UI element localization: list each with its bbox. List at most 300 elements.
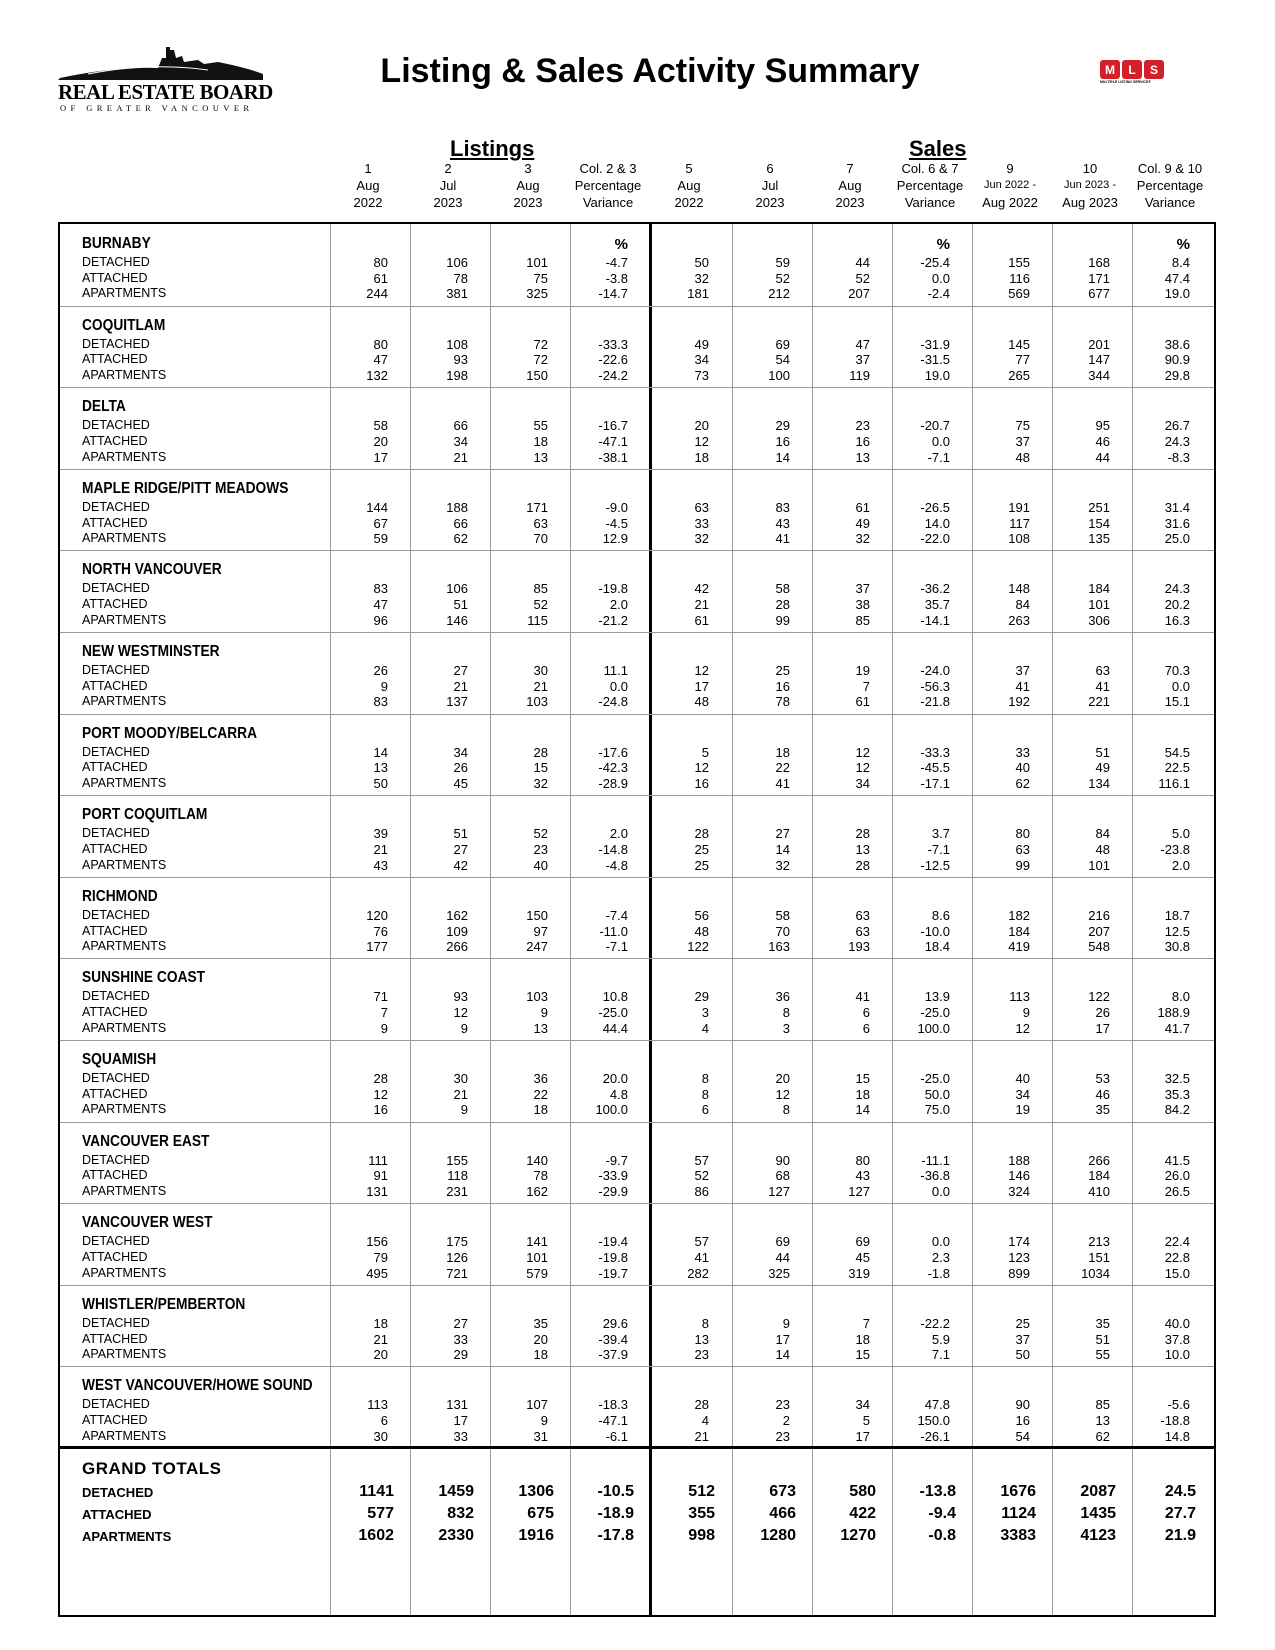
percent-header: %	[614, 236, 628, 253]
logo-text: REAL ESTATE BOARD	[58, 80, 273, 104]
table-cell: 28	[533, 744, 548, 760]
table-cell: 44	[775, 1249, 790, 1265]
table-cell: 13	[373, 760, 388, 776]
table-cell: 72	[533, 352, 548, 368]
table-cell: 34	[453, 744, 468, 760]
row-separator	[60, 632, 1214, 633]
table-cell: 12.9	[602, 531, 628, 547]
table-cell: 263	[1008, 612, 1030, 628]
table-cell: 59	[775, 255, 790, 270]
table-cell: 721	[446, 1265, 468, 1281]
row-label: ATTACHED	[82, 923, 148, 938]
table-cell: 45	[453, 776, 468, 791]
table-cell: 62	[1015, 776, 1030, 791]
row-label: DETACHED	[82, 1234, 150, 1249]
table-cell: 177	[366, 939, 388, 955]
table-cell: 80	[855, 1152, 870, 1168]
table-cell: 96	[373, 612, 388, 628]
table-cell: -39.4	[598, 1331, 628, 1347]
table-cell: 75.0	[924, 1102, 950, 1118]
table-cell: 2.3	[931, 1249, 950, 1265]
table-cell: 51	[1095, 1331, 1110, 1347]
region-name: WHISTLER/PEMBERTON	[82, 1295, 246, 1313]
grand-total-cell: 1280	[760, 1527, 796, 1544]
column-header-line: 2023	[433, 195, 463, 210]
table-cell: 52	[694, 1168, 709, 1184]
table-cell: 266	[1088, 1152, 1110, 1168]
table-cell: 78	[453, 270, 468, 286]
table-cell: 266	[446, 939, 468, 955]
table-cell: 43	[775, 515, 790, 531]
table-cell: 113	[367, 1397, 388, 1413]
table-cell: 23	[855, 418, 870, 434]
table-cell: 135	[1088, 531, 1110, 547]
table-cell: 80	[373, 336, 388, 352]
table-cell: 16	[1015, 1413, 1030, 1429]
table-cell: 86	[694, 1184, 709, 1199]
table-cell: 123	[1008, 1249, 1030, 1265]
table-cell: 9	[540, 1005, 548, 1021]
table-cell: 41	[694, 1249, 709, 1265]
column-header	[730, 160, 810, 211]
table-cell: -37.9	[598, 1347, 628, 1363]
table-cell: 41.7	[1164, 1020, 1190, 1036]
table-cell: 20.0	[602, 1071, 628, 1086]
row-separator	[60, 1122, 1214, 1123]
table-cell: 146	[446, 612, 468, 628]
table-cell: 140	[526, 1152, 548, 1168]
table-cell: 41.5	[1164, 1152, 1190, 1168]
table-cell: 84	[1015, 597, 1030, 613]
row-separator	[60, 1040, 1214, 1041]
table-cell: -56.3	[920, 678, 950, 694]
region-name: COQUITLAM	[82, 316, 166, 334]
table-cell: 14	[775, 841, 790, 857]
table-cell: -33.9	[598, 1168, 628, 1184]
table-cell: -26.1	[920, 1428, 950, 1444]
table-cell: 18	[855, 1331, 870, 1347]
column-header-line: 3	[524, 161, 532, 176]
row-label: ATTACHED	[82, 433, 148, 448]
row-separator	[60, 306, 1214, 307]
table-cell: 35	[533, 1315, 548, 1331]
table-cell: 26	[373, 663, 388, 678]
table-cell: 29	[453, 1347, 468, 1363]
table-cell: 30	[453, 1071, 468, 1086]
table-cell: 44	[855, 255, 870, 270]
table-cell: 55	[1095, 1347, 1110, 1363]
table-cell: 51	[1095, 744, 1110, 760]
table-cell: 67	[373, 515, 388, 531]
table-cell: -33.3	[920, 744, 950, 760]
table-cell: 19	[855, 663, 870, 678]
table-cell: 54.5	[1164, 744, 1190, 760]
table-cell: 147	[1088, 352, 1110, 368]
table-cell: 21	[533, 678, 548, 694]
table-cell: -29.9	[598, 1184, 628, 1199]
row-label: DETACHED	[82, 581, 150, 596]
table-cell: -25.0	[920, 1005, 950, 1021]
region-name: NORTH VANCOUVER	[82, 561, 222, 579]
table-cell: 61	[855, 499, 870, 515]
row-label: DETACHED	[82, 989, 150, 1004]
table-cell: 99	[1015, 857, 1030, 873]
table-cell: -26.5	[920, 499, 950, 515]
table-cell: 184	[1088, 581, 1110, 597]
table-cell: 18.4	[924, 939, 950, 955]
table-cell: 13	[855, 841, 870, 857]
row-label: ATTACHED	[82, 1249, 148, 1264]
table-cell: 15	[855, 1071, 870, 1086]
table-cell: 18	[855, 1086, 870, 1102]
row-label: DETACHED	[82, 663, 150, 677]
table-cell: -24.2	[598, 368, 628, 383]
table-cell: 80	[1015, 826, 1030, 842]
table-cell: 495	[366, 1265, 388, 1281]
table-cell: 18.7	[1164, 907, 1190, 923]
logo-subtext: OF GREATER VANCOUVER	[60, 103, 254, 113]
table-cell: 8	[782, 1005, 790, 1021]
table-cell: 325	[526, 286, 548, 302]
mls-letter-l: L	[1122, 60, 1142, 79]
table-cell: 171	[1088, 270, 1110, 286]
table-cell: 8	[701, 1315, 709, 1331]
column-header-line: Jul	[439, 178, 457, 193]
table-cell: 21	[373, 841, 388, 857]
table-cell: 137	[446, 694, 468, 710]
table-cell: 13	[1095, 1413, 1110, 1429]
table-cell: 16	[775, 678, 790, 694]
table-cell: 34	[855, 776, 870, 791]
table-cell: 40	[1015, 1071, 1030, 1086]
table-cell: -8.3	[1167, 449, 1190, 465]
table-cell: 100	[768, 368, 790, 383]
row-label: APARTMENTS	[82, 1428, 167, 1443]
row-label: ATTACHED	[82, 678, 148, 693]
table-cell: 47	[373, 352, 388, 368]
table-cell: 33	[453, 1428, 468, 1444]
row-label: APARTMENTS	[82, 776, 167, 790]
table-cell: 28	[775, 597, 790, 613]
region-name: VANCOUVER EAST	[82, 1132, 210, 1150]
table-cell: 70.3	[1164, 663, 1190, 678]
table-cell: 42	[694, 581, 709, 597]
table-cell: -25.4	[920, 255, 950, 270]
column-header-line: Aug	[838, 178, 862, 193]
percent-header: %	[936, 236, 950, 253]
table-cell: 28	[694, 826, 709, 842]
table-cell: 127	[848, 1184, 870, 1199]
table-cell: 12	[373, 1086, 388, 1102]
table-cell: 155	[1008, 255, 1030, 270]
column-header-line: Jun 2023 -	[1064, 179, 1116, 191]
table-cell: 77	[1015, 352, 1030, 368]
table-cell: 80	[373, 255, 388, 270]
table-cell: 15	[533, 760, 548, 776]
table-cell: 5.9	[931, 1331, 950, 1347]
table-cell: 61	[694, 612, 709, 628]
table-cell: 7	[862, 1315, 870, 1331]
table-cell: 150.0	[917, 1413, 950, 1429]
table-cell: 34	[1015, 1086, 1030, 1102]
table-cell: -36.8	[920, 1168, 950, 1184]
table-cell: 31	[533, 1428, 548, 1444]
table-cell: 6	[862, 1020, 870, 1036]
table-cell: -33.3	[598, 336, 628, 352]
table-cell: 84	[1095, 826, 1110, 842]
table-cell: 306	[1088, 612, 1110, 628]
table-cell: 43	[373, 857, 388, 873]
grand-total-cell: -17.8	[597, 1527, 634, 1544]
row-label: APARTMENTS	[82, 531, 167, 546]
table-cell: 282	[687, 1265, 709, 1281]
table-cell: -25.0	[598, 1005, 628, 1021]
table-cell: 677	[1088, 286, 1110, 302]
table-cell: 12	[694, 663, 709, 678]
table-cell: 41	[1095, 678, 1110, 694]
grand-total-cell: 1306	[518, 1483, 554, 1500]
table-cell: -23.8	[1160, 841, 1190, 857]
table-cell: 32	[694, 270, 709, 286]
table-cell: 69	[775, 336, 790, 352]
activity-table	[58, 222, 1216, 1617]
table-cell: 182	[1008, 907, 1030, 923]
table-cell: -4.8	[605, 857, 628, 873]
table-cell: 52	[855, 270, 870, 286]
table-cell: 265	[1008, 368, 1030, 383]
column-header-line: 1	[364, 161, 372, 176]
region-name: WEST VANCOUVER/HOWE SOUND	[82, 1377, 313, 1395]
table-cell: 90.9	[1164, 352, 1190, 368]
region-name: VANCOUVER WEST	[82, 1214, 213, 1232]
table-cell: 83	[775, 499, 790, 515]
table-cell: 20	[775, 1071, 790, 1086]
mls-caption: MULTIPLE LISTING SERVICE®	[1100, 80, 1151, 84]
grand-total-cell: 1124	[1001, 1505, 1036, 1522]
table-cell: 115	[527, 612, 548, 628]
table-cell: 6	[701, 1102, 709, 1118]
table-cell: 8	[782, 1102, 790, 1118]
table-cell: 122	[1088, 989, 1110, 1005]
table-cell: 63	[855, 907, 870, 923]
table-cell: 93	[453, 352, 468, 368]
grand-total-cell: 675	[527, 1505, 554, 1522]
table-cell: 111	[368, 1152, 388, 1168]
table-cell: 19.0	[924, 368, 950, 383]
table-cell: 9	[460, 1102, 468, 1118]
table-cell: 5	[862, 1413, 870, 1429]
table-cell: -11.0	[599, 923, 628, 939]
row-label: ATTACHED	[82, 1086, 148, 1101]
row-label: DETACHED	[82, 418, 150, 433]
table-cell: -7.4	[605, 907, 628, 923]
table-cell: 31.4	[1164, 499, 1190, 515]
table-cell: 419	[1008, 939, 1030, 955]
table-cell: -38.1	[598, 449, 628, 465]
sales-header: Sales	[909, 136, 967, 161]
table-cell: 32	[533, 776, 548, 791]
table-cell: 4	[701, 1413, 709, 1429]
table-cell: 25	[694, 857, 709, 873]
table-cell: 22	[775, 760, 790, 776]
column-header-line: Percentage	[574, 178, 642, 193]
grand-total-cell: -13.8	[919, 1483, 956, 1500]
table-cell: 63	[1095, 663, 1110, 678]
table-cell: 3	[701, 1005, 709, 1021]
column-header-line: Col. 9 & 10	[1137, 161, 1203, 176]
table-cell: 32	[855, 531, 870, 547]
table-cell: -18.8	[1160, 1413, 1190, 1429]
table-cell: 40	[1015, 760, 1030, 776]
table-cell: 37	[1015, 1331, 1030, 1347]
table-cell: 162	[526, 1184, 548, 1199]
table-cell: 131	[366, 1184, 388, 1199]
table-cell: 15	[855, 1347, 870, 1363]
table-cell: -5.6	[1167, 1397, 1190, 1413]
row-label: APARTMENTS	[82, 368, 167, 382]
table-cell: 58	[775, 907, 790, 923]
mls-letter-m: M	[1100, 60, 1120, 79]
region-name: BURNABY	[82, 235, 151, 252]
grand-total-cell: 512	[688, 1483, 715, 1500]
column-header-line: Col. 6 & 7	[901, 161, 959, 176]
table-cell: 14	[775, 449, 790, 465]
column-header	[970, 160, 1050, 211]
table-cell: 13	[533, 1020, 548, 1036]
table-cell: 108	[1008, 531, 1030, 547]
grand-total-cell: 24.5	[1164, 1483, 1196, 1500]
table-cell: 29.8	[1164, 368, 1190, 383]
row-label: ATTACHED	[82, 841, 148, 856]
table-cell: 193	[848, 939, 870, 955]
column-header-line: Jun 2022 -	[984, 179, 1036, 191]
table-cell: -9.7	[605, 1152, 628, 1168]
table-cell: 19.0	[1164, 286, 1190, 302]
row-label: DETACHED	[82, 1152, 150, 1167]
grand-total-cell: -0.8	[928, 1527, 956, 1544]
column-header-line: Aug	[516, 178, 540, 193]
table-cell: 47.8	[924, 1397, 950, 1413]
table-cell: 76	[373, 923, 388, 939]
table-cell: 25	[1015, 1315, 1030, 1331]
table-cell: 9	[460, 1020, 468, 1036]
column-header	[649, 160, 729, 211]
table-cell: 8.0	[1171, 989, 1190, 1005]
table-cell: -20.7	[920, 418, 950, 434]
grand-total-cell: 580	[849, 1483, 876, 1500]
percent-header: %	[1176, 236, 1190, 253]
table-cell: 151	[1088, 1249, 1110, 1265]
table-cell: 27	[453, 1315, 468, 1331]
table-cell: 192	[1008, 694, 1030, 710]
row-label: ATTACHED	[82, 1413, 148, 1428]
table-cell: 84.2	[1164, 1102, 1190, 1118]
mls-letter-s: S	[1144, 60, 1164, 79]
table-cell: 100.0	[595, 1102, 628, 1118]
table-cell: 27	[453, 841, 468, 857]
table-cell: 29	[694, 989, 709, 1005]
table-cell: 71	[373, 989, 388, 1005]
table-cell: 49	[694, 336, 709, 352]
table-cell: 30	[533, 663, 548, 678]
table-cell: 44.4	[602, 1020, 628, 1036]
skyline-icon	[58, 44, 263, 80]
table-cell: 13	[855, 449, 870, 465]
column-header	[1130, 160, 1210, 211]
table-cell: 150	[526, 907, 548, 923]
table-cell: 42	[453, 857, 468, 873]
row-label: DETACHED	[82, 1071, 150, 1085]
table-cell: 14	[855, 1102, 870, 1118]
table-cell: 75	[1015, 418, 1030, 434]
table-cell: 6	[862, 1005, 870, 1021]
table-cell: 2.0	[609, 826, 628, 842]
table-cell: -22.0	[920, 531, 950, 547]
table-cell: 101	[526, 255, 548, 270]
table-cell: 1034	[1081, 1265, 1110, 1281]
table-cell: 31.6	[1164, 515, 1190, 531]
table-cell: 48	[694, 923, 709, 939]
table-cell: -4.7	[605, 255, 628, 270]
row-label: APARTMENTS	[82, 1184, 167, 1198]
row-label: APARTMENTS	[82, 694, 167, 709]
grand-total-cell: 4123	[1080, 1527, 1116, 1544]
table-cell: 29	[775, 418, 790, 434]
table-cell: 34	[694, 352, 709, 368]
table-cell: 58	[775, 581, 790, 597]
table-cell: 99	[775, 612, 790, 628]
table-cell: 90	[1015, 1397, 1030, 1413]
table-cell: 62	[1095, 1428, 1110, 1444]
grand-total-cell: 422	[849, 1505, 876, 1522]
table-cell: 54	[1015, 1428, 1030, 1444]
table-cell: 22.4	[1164, 1234, 1190, 1250]
table-cell: 12	[453, 1005, 468, 1021]
page-title: Listing & Sales Activity Summary	[380, 52, 920, 90]
table-cell: 8.4	[1171, 255, 1190, 270]
grand-total-cell: 466	[769, 1505, 796, 1522]
column-header-line: Variance	[1144, 195, 1196, 210]
table-cell: 29.6	[602, 1315, 628, 1331]
table-cell: 107	[526, 1397, 548, 1413]
table-cell: 66	[453, 418, 468, 434]
table-cell: 52	[775, 270, 790, 286]
table-cell: 7	[862, 678, 870, 694]
table-cell: 188	[1008, 1152, 1030, 1168]
table-cell: 108	[446, 336, 468, 352]
table-cell: 30.8	[1164, 939, 1190, 955]
row-label: ATTACHED	[82, 270, 148, 285]
table-cell: 9	[380, 1020, 388, 1036]
region-name: SQUAMISH	[82, 1051, 157, 1068]
grand-total-cell: 1602	[358, 1527, 394, 1544]
mls-logo	[1100, 60, 1170, 92]
row-separator	[60, 1203, 1214, 1204]
table-cell: 146	[1008, 1168, 1030, 1184]
table-cell: 57	[694, 1152, 709, 1168]
row-separator	[60, 550, 1214, 551]
table-cell: 141	[526, 1234, 548, 1250]
table-cell: 68	[775, 1168, 790, 1184]
table-cell: 50.0	[924, 1086, 950, 1102]
table-cell: -7.1	[927, 841, 950, 857]
table-cell: 21	[694, 1428, 709, 1444]
table-cell: 49	[1095, 760, 1110, 776]
table-cell: 12	[855, 760, 870, 776]
table-cell: 116	[1009, 270, 1030, 286]
table-cell: 7	[380, 1005, 388, 1021]
table-cell: 47	[855, 336, 870, 352]
